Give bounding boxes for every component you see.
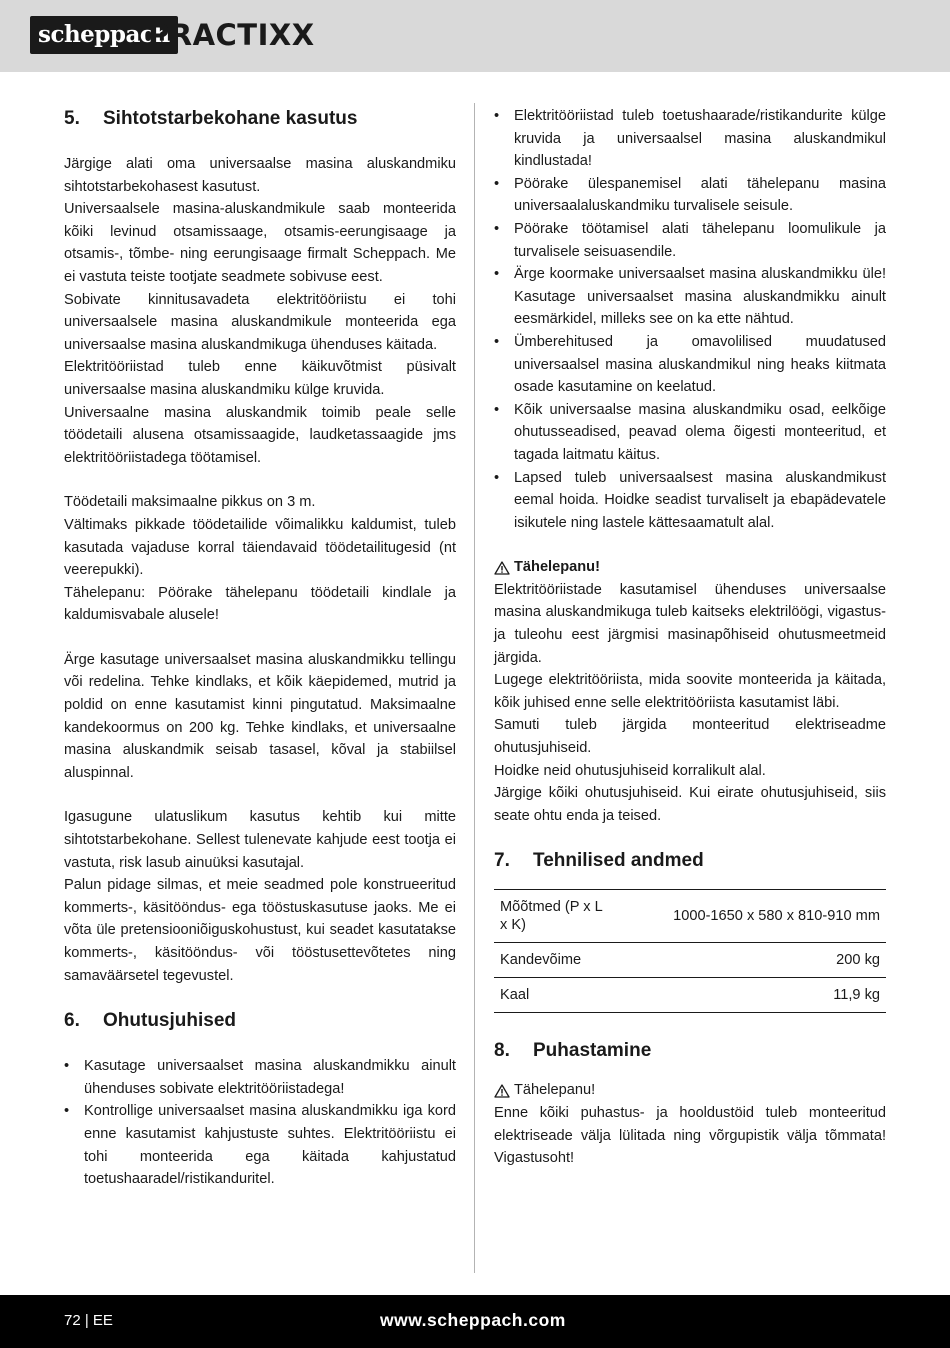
column-divider bbox=[474, 103, 475, 1273]
paragraph: Elektritööriistade kasutamisel ühenduses universaalse masina aluskandmikuga tuleb kaitseks elektrilöögi, vigastus- ja tuleohu eest järgmisi masinapõhiseid ohutusmeetmeid järgida. bbox=[494, 581, 886, 666]
section-number: 7. bbox=[494, 850, 510, 872]
paragraph: Enne kõiki puhastus- ja hooldustöid tuleb monteeritud elektriseade välja lülitada ning võrgupistik välja tõmmata! Vigastusoht! bbox=[494, 1105, 886, 1167]
paragraph: Igasugune ulatuslikum kasutus kehtib kui mitte sihtotstarbekohane. Sellest tulenevate kahjude eest tootja ei vastuta, risk lasub ainuüksi kasutajal. bbox=[64, 809, 456, 871]
list-item: • Kasutage universaalset masina aluskandmikku ainult ühenduses sobivate elektritööriistadega! bbox=[64, 1055, 456, 1100]
paragraph: Ärge kasutage universaalset masina aluskandmikku tellingu või redelina. Tehke kindlaks, et kõik käepidemed, mutrid ja poldid on enne kasutamist kinni pingutatud. Maksimaalne kandekoormus on 200 kg. Tehke kindlaks, et universaalne masina aluskandmik seisab tasasel, kõval ja stabiilsel aluspinnal. bbox=[64, 651, 456, 781]
paragraph: Lugege elektritööriista, mida soovite monteerida ja käitada, kõik juhised enne selle elektritööriista kasutamist läbi. bbox=[494, 672, 886, 711]
list-item: • Pöörake töötamisel alati tähelepanu loomulikule ja turvalisele seisuasendile. bbox=[494, 218, 886, 263]
paragraph: Palun pidage silmas, et meie seadmed pole konstrueeritud kommerts-, käsitööndus- ega tööstuskasutuse jaoks. Me ei võta üle pretensiooniõiguskohustust, kui seadet kasutatakse kommerts-, käsitööndus- või tööstusettevõtetes ning samaväärsetel tegevustel. bbox=[64, 877, 456, 984]
spec-value: 200 kg bbox=[614, 943, 886, 978]
list-item: • Pöörake ülespanemisel alati tähelepanu masina universaalaluskandmiku turvalisele seisule. bbox=[494, 173, 886, 218]
safety-list bbox=[64, 1055, 456, 1191]
warning-triangle-icon bbox=[494, 1084, 510, 1098]
list-item: • Ümberehitused ja omavolilised muudatused universaalsel masina aluskandmikul ning heaks kiitmata osade kasutamine on keelatud. bbox=[494, 331, 886, 399]
section-7-heading bbox=[494, 847, 886, 875]
list-item: • Lapsed tuleb universaalsest masina aluskandmikust eemal hoida. Hoidke seadist turvaliselt ja ebapädevatele isikutele ning lastele kättesaamatult alal. bbox=[494, 467, 886, 535]
practixx-logo: PRACTIXX bbox=[148, 18, 315, 52]
table-row bbox=[494, 978, 886, 1013]
paragraph: Sobivate kinnitusavadeta elektritööriistu ei tohi universaalsele masina aluskandmikule monteerida ega universaalse masina aluskandmikuga ühenduses käitada. bbox=[64, 291, 456, 353]
spec-value: 1000-1650 x 580 x 810-910 mm bbox=[614, 890, 886, 943]
page-header bbox=[0, 0, 950, 72]
spec-label: Mõõtmed (P x L x K) bbox=[494, 890, 614, 943]
list-item: • Ärge koormake universaalset masina aluskandmikku üle! Kasutage universaalset masina aluskandmikku ainult eesmärkidel, milleks see on ka ette nähtud. bbox=[494, 263, 886, 331]
warning-triangle-icon bbox=[494, 561, 510, 575]
warning-title: Tähelepanu! bbox=[514, 1082, 596, 1099]
section-number: 6. bbox=[64, 1010, 80, 1032]
warning-heading bbox=[494, 1079, 886, 1102]
table-row bbox=[494, 890, 886, 943]
paragraph: Järgige alati oma universaalse masina aluskandmiku sihtotstarbekohasest kasutust. bbox=[64, 156, 456, 195]
right-column bbox=[494, 105, 886, 1170]
paragraph: Töödetaili maksimaalne pikkus on 3 m. bbox=[64, 494, 316, 511]
section-title: Sihtotstarbekohane kasutus bbox=[103, 108, 358, 129]
website-url: www.scheppach.com bbox=[380, 1310, 566, 1330]
section-number: 8. bbox=[494, 1040, 510, 1062]
tech-data-table bbox=[494, 889, 886, 1013]
section-5-heading bbox=[64, 105, 456, 133]
spec-label: Kandevõime bbox=[494, 943, 614, 978]
section-title: Puhastamine bbox=[533, 1040, 652, 1062]
paragraph: Järgige kõiki ohutusjuhiseid. Kui eirate ohutusjuhiseid, siis seate ohtu enda ja teised. bbox=[494, 785, 886, 824]
list-item: • Kõik universaalse masina aluskandmiku osad, eelkõige ohutusseadised, peavad olema õigesti monteeritud, et tagada laitmatu käitus. bbox=[494, 399, 886, 467]
section-8-heading bbox=[494, 1037, 886, 1065]
section-number: 5. bbox=[64, 108, 80, 129]
paragraph: Tähelepanu: Pöörake tähelepanu töödetaili kindlale ja kaldumisvabale alusele! bbox=[64, 584, 456, 624]
paragraph: Samuti tuleb järgida monteeritud elektriseadme ohutusjuhiseid. bbox=[494, 717, 886, 757]
paragraph: Hoidke neid ohutusjuhiseid korralikult alal. bbox=[494, 762, 766, 779]
left-column bbox=[64, 105, 456, 1191]
section-6-heading bbox=[64, 1007, 456, 1035]
paragraph: Elektritööriistad tuleb enne käikuvõtmist püsivalt universaalse masina aluskandmiku külge kruvida. bbox=[64, 359, 456, 398]
spec-value: 11,9 kg bbox=[614, 978, 886, 1013]
table-row bbox=[494, 943, 886, 978]
page-footer bbox=[0, 1295, 950, 1348]
scheppach-logo: scheppach bbox=[30, 16, 178, 54]
paragraph: Universaalsele masina-aluskandmikule saab monteerida kõiki levinud otsamissaage, otsamis-eerungisaage ja otsamis-, tõmbe- ning eerungisaage firmalt Scheppach. Me ei vastuta teiste tootjate seadmete sobivuse eest. bbox=[64, 201, 456, 285]
warning-heading bbox=[494, 556, 886, 579]
page-number: 72 | EE bbox=[64, 1312, 113, 1329]
section-title: Tehnilised andmed bbox=[533, 850, 704, 872]
list-item: • Elektritööriistad tuleb toetushaarade/ristikandurite külge kruvida ja universaalsel masina aluskandmikul kindlustada! bbox=[494, 105, 886, 173]
paragraph: Vältimaks pikkade töödetailide võimalikku kaldumist, tuleb kasutada vajaduse korral täiendavaid töödetailitugesid (nt veerepukki). bbox=[64, 516, 456, 579]
spec-label: Kaal bbox=[494, 978, 614, 1013]
paragraph: Universaalne masina aluskandmik toimib peale selle töödetaili alusena otsamissaagide, laudketassaagide jms elektritööriistadega töötamisel. bbox=[64, 404, 456, 466]
safety-list-continued bbox=[494, 105, 886, 534]
list-item: • Kontrollige universaalset masina aluskandmikku iga kord enne kasutamist kahjustuste suhtes. Elektritööriistu ei tohi monteerida ega käitada kahjustatud toetushaaradel/ristikanduritel. bbox=[64, 1100, 456, 1190]
section-title: Ohutusjuhised bbox=[103, 1010, 236, 1032]
warning-title: Tähelepanu! bbox=[514, 559, 600, 576]
